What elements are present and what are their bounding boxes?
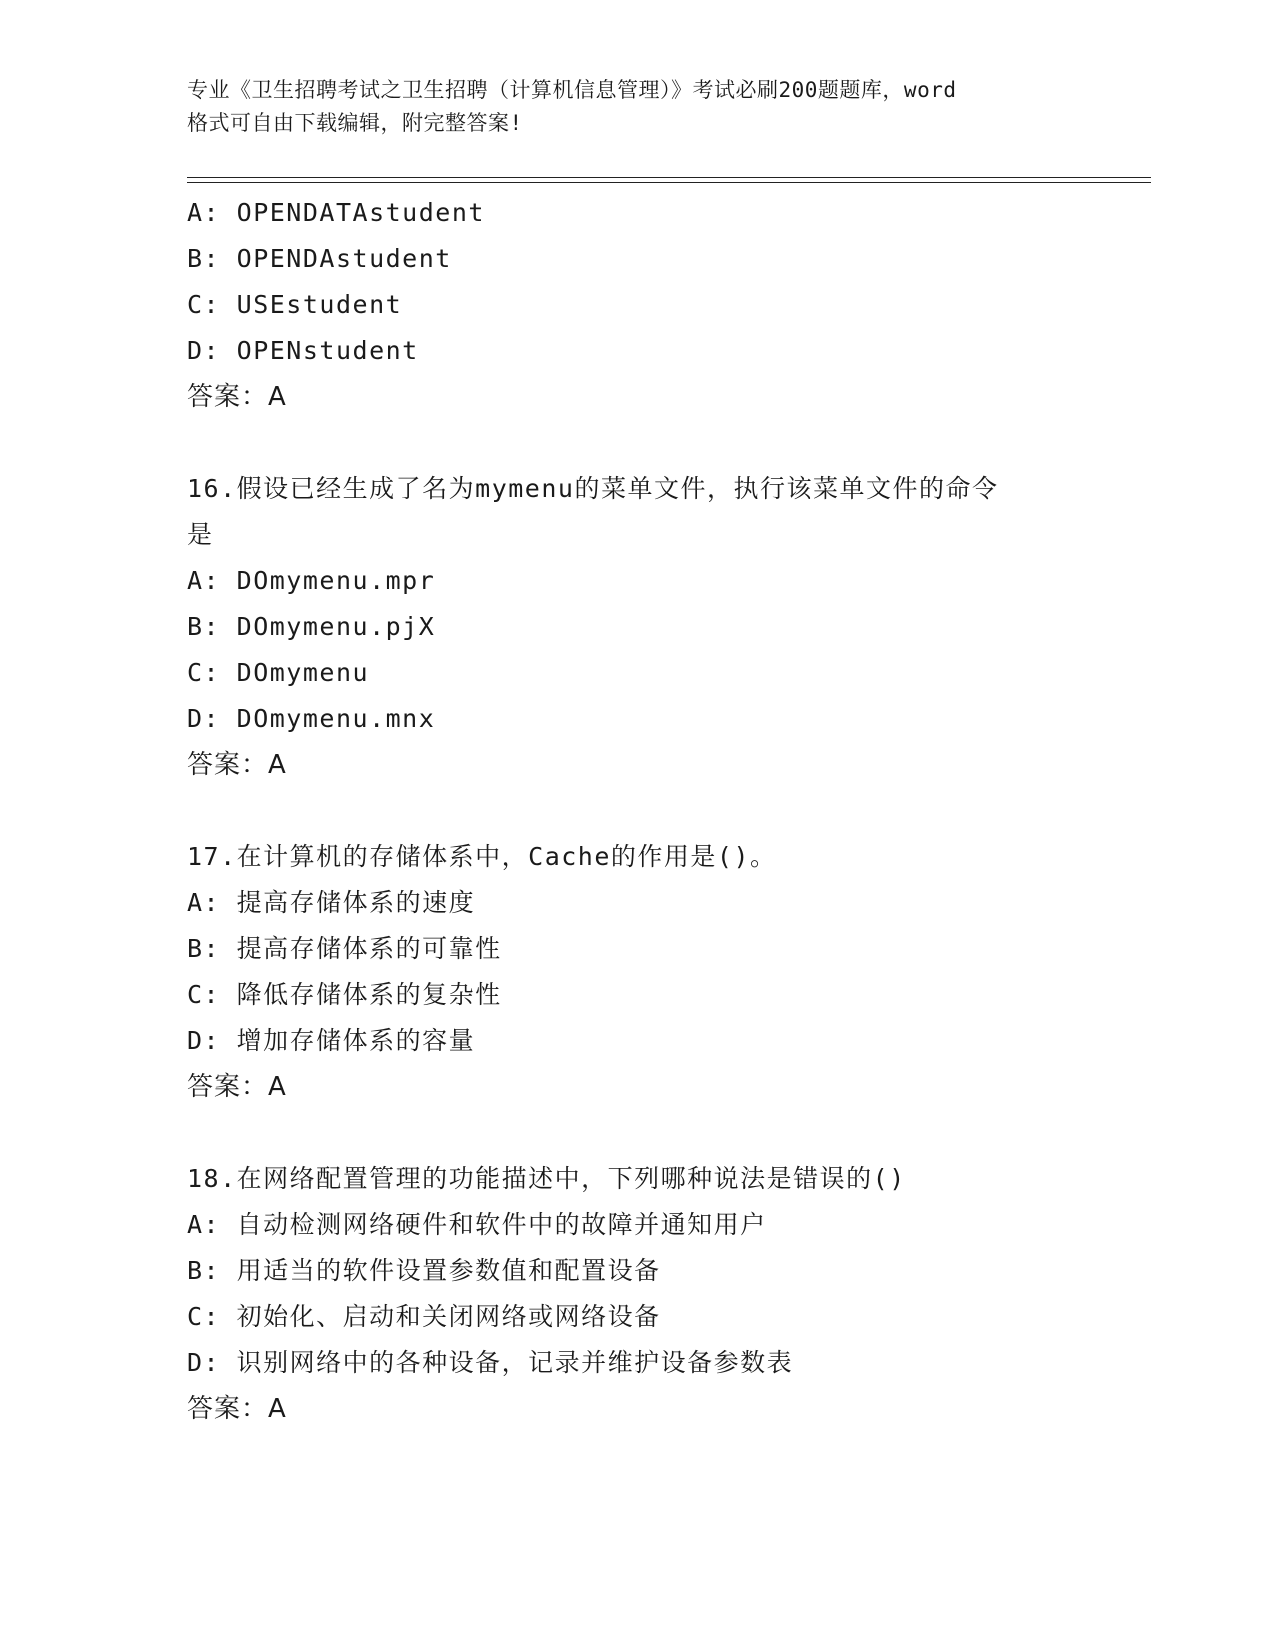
- option-c: C: 初始化、启动和关闭网络或网络设备: [187, 1302, 661, 1331]
- option-b: B: OPENDAstudent: [187, 244, 452, 273]
- question-stem-continued: 是: [187, 520, 214, 549]
- option-c: C: USEstudent: [187, 290, 403, 319]
- answer-line: 答案：A: [187, 750, 287, 780]
- question-stem: 18.在网络配置管理的功能描述中，下列哪种说法是错误的(): [187, 1164, 906, 1193]
- option-a: A: 提高存储体系的速度: [187, 888, 476, 917]
- option-d: D: 增加存储体系的容量: [187, 1026, 476, 1055]
- option-b: B: 用适当的软件设置参数值和配置设备: [187, 1256, 661, 1285]
- option-a: A: 自动检测网络硬件和软件中的故障并通知用户: [187, 1210, 767, 1239]
- answer-line: 答案：A: [187, 1072, 287, 1102]
- question-stem: 16.假设已经生成了名为mymenu的菜单文件，执行该菜单文件的命令: [187, 474, 999, 503]
- question-list: [187, 190, 1087, 1432]
- header-line-1: 专业《卫生招聘考试之卫生招聘（计算机信息管理）》考试必刷200题题库，word: [187, 78, 957, 102]
- option-d: D: 识别网络中的各种设备，记录并维护设备参数表: [187, 1348, 794, 1377]
- answer-line: 答案：A: [187, 382, 287, 412]
- option-c: C: DOmymenu: [187, 658, 370, 687]
- document-header: [187, 74, 1087, 140]
- question-17: [187, 834, 1087, 1110]
- question-16: [187, 466, 1087, 788]
- header-divider-top: [187, 177, 1151, 178]
- spacer: [187, 420, 1087, 466]
- question-15: [187, 190, 1087, 420]
- option-a: A: OPENDATAstudent: [187, 198, 485, 227]
- spacer: [187, 788, 1087, 834]
- question-18: [187, 1156, 1087, 1432]
- option-d: D: DOmymenu.mnx: [187, 704, 436, 733]
- answer-line: 答案：A: [187, 1394, 287, 1424]
- option-a: A: DOmymenu.mpr: [187, 566, 436, 595]
- header-line-2: 格式可自由下载编辑，附完整答案!: [187, 111, 523, 135]
- question-stem: 17.在计算机的存储体系中，Cache的作用是()。: [187, 842, 777, 871]
- option-c: C: 降低存储体系的复杂性: [187, 980, 502, 1009]
- spacer: [187, 1110, 1087, 1156]
- option-b: B: DOmymenu.pjX: [187, 612, 436, 641]
- header-divider-bottom: [187, 182, 1151, 183]
- option-b: B: 提高存储体系的可靠性: [187, 934, 502, 963]
- option-d: D: OPENstudent: [187, 336, 419, 365]
